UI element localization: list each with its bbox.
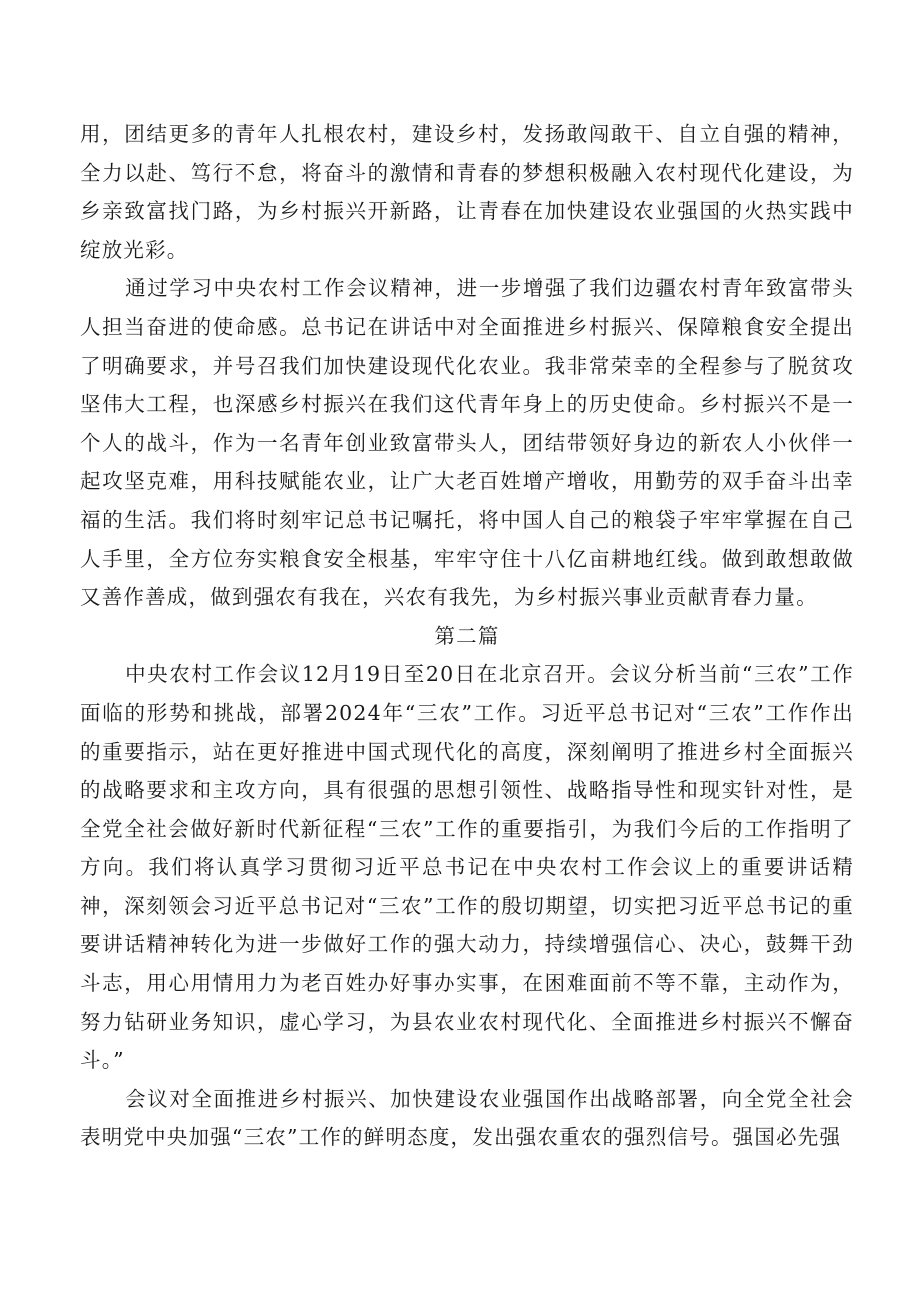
paragraph-conference-summary: 中央农村工作会议12月19日至20日在北京召开。会议分析当前“三农”工作面临的形势和挑战，部署2024年“三农”工作。习近平总书记对“三农”工作作出的重要指示，站在更好推进中国式现代化的高度，深刻阐明了推进乡村全面振兴的战略要求和主攻方向，具有很强的思想引领性、战略指导性和现实针对性，是全党全社会做好新时代新征程“三农”工作的重要指引，为我们今后的工作指明了方向。我们将认真学习贯彻习近平总书记在中央农村工作会议上的重要讲话精神，深刻领会习近平总书记对“三农”工作的殷切期望，切实把习近平总书记的重要讲话精神转化为进一步做好工作的强大动力，持续增强信心、决心，鼓舞干劲斗志，用心用情用力为老百姓办好事办实事，在困难面前不等不靠，主动作为，努力钻研业务知识，虚心学习，为县农业农村现代化、全面推进乡村振兴不懈奋斗。” — [80, 662, 854, 1073]
paragraph-study-reflection: 通过学习中央农村工作会议精神，进一步增强了我们边疆农村青年致富带头人担当奋进的使命感。总书记在讲话中对全面推进乡村振兴、保障粮食安全提出了明确要求，并号召我们加快建设现代化农业。我非常荣幸的全程参与了脱贫攻坚伟大工程，也深感乡村振兴在我们这代青年身上的历史使命。乡村振兴不是一个人的战斗，作为一名青年创业致富带头人，团结带领好身边的新农人小伙伴一起攻坚克难，用科技赋能农业，让广大老百姓增产增收，用勤劳的双手奋斗出幸福的生活。我们将时刻牢记总书记嘱托，将中国人自己的粮袋子牢牢掌握在自己人手里，全方位夯实粮食安全根基，牢牢守住十八亿亩耕地红线。做到敢想敢做又善作善成，做到强农有我在，兴农有我先，为乡村振兴事业贡献青春力量。 — [80, 276, 854, 610]
section-title: 第二篇 — [434, 623, 500, 648]
paragraph-continued: 用，团结更多的青年人扎根农村，建设乡村，发扬敢闯敢干、自立自强的精神，全力以赴、笃行不怠，将奋斗的激情和青春的梦想积极融入农村现代化建设，为乡亲致富找门路，为乡村振兴开新路，让青春在加快建设农业强国的火热实践中绽放光彩。 — [80, 122, 854, 262]
paragraph-strategic-deployment: 会议对全面推进乡村振兴、加快建设农业强国作出战略部署，向全党全社会表明党中央加强“三农”工作的鲜明态度，发出强农重农的强烈信号。强国必先强 — [80, 1086, 854, 1150]
document-body — [80, 115, 854, 1157]
